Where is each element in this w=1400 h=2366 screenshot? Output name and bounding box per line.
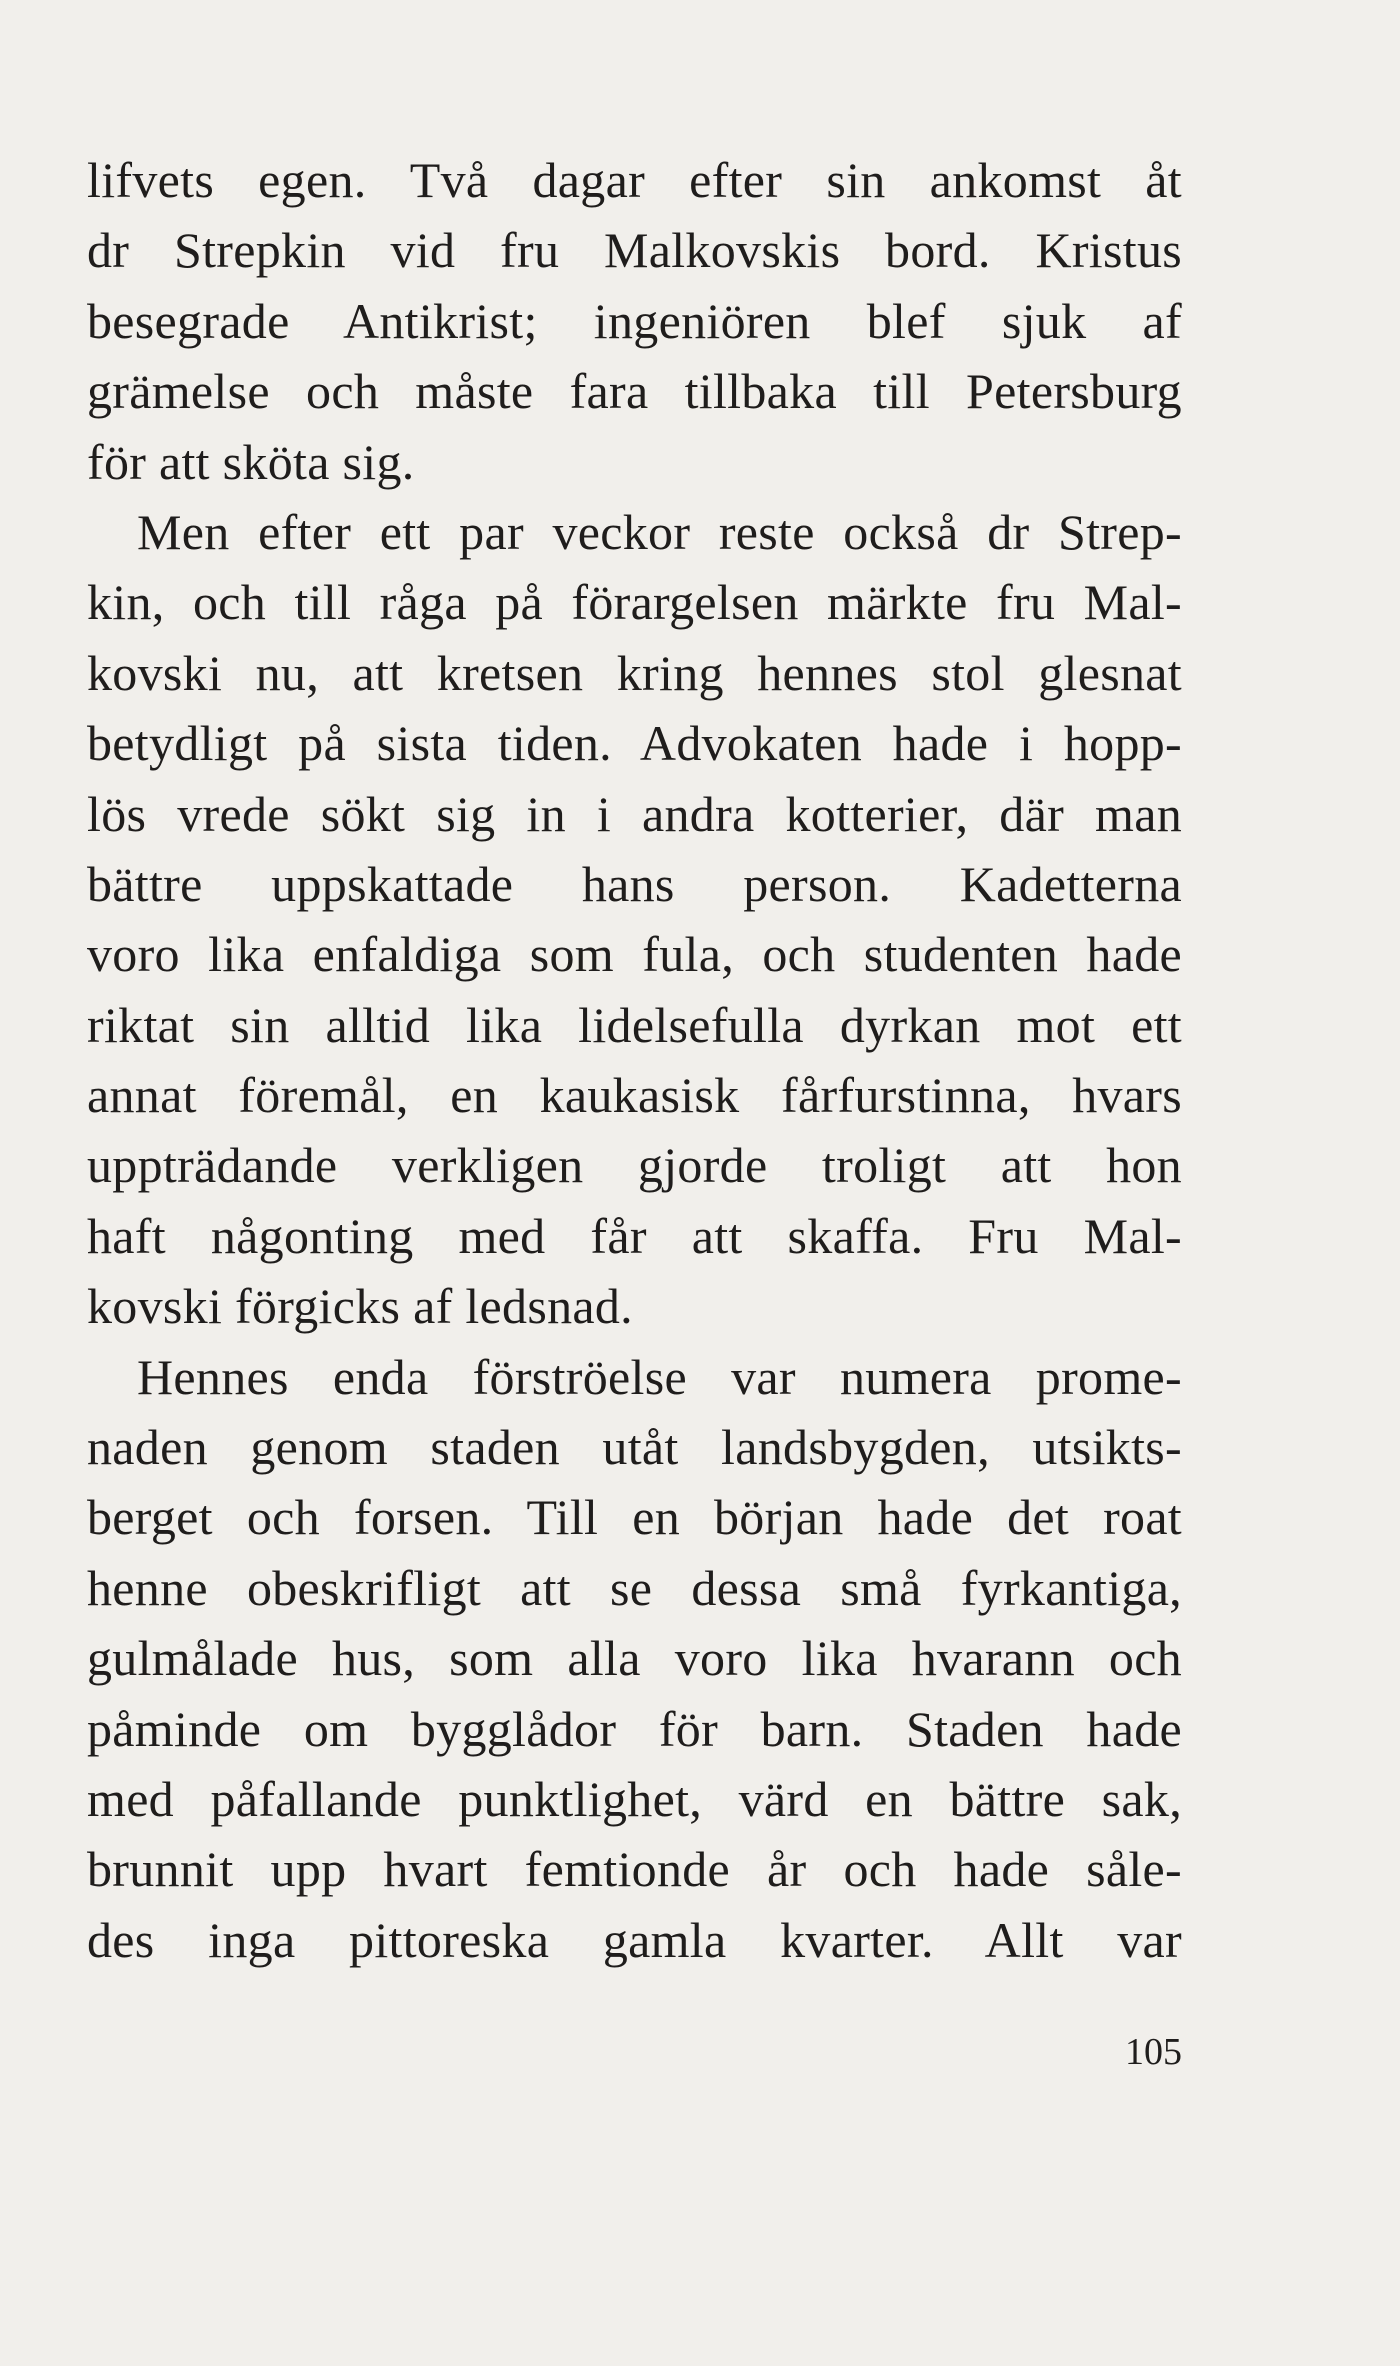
- text-line: bättre uppskattade hans person. Kadetterna: [87, 855, 1182, 912]
- text-line: besegrade Antikrist; ingeniören blef sjuk af: [87, 292, 1182, 349]
- page-number: 105: [1125, 2031, 1182, 2073]
- text-line: uppträdande verkligen gjorde troligt att hon: [87, 1137, 1182, 1194]
- text-line: henne obeskrifligt att se dessa små fyrkantiga,: [87, 1559, 1182, 1616]
- text-line: med påfallande punktlighet, värd en bättre sak,: [87, 1770, 1182, 1827]
- text-line: lifvets egen. Två dagar efter sin ankomst åt: [87, 152, 1182, 208]
- text-line: kovski nu, att kretsen kring hennes stol glesnat: [87, 644, 1182, 701]
- text-line: lös vrede sökt sig in i andra kotterier, där man: [87, 785, 1182, 842]
- text-line: riktat sin alltid lika lidelsefulla dyrkan mot ett: [87, 996, 1182, 1053]
- text-line: Hennes enda förströelse var numera prome-: [137, 1348, 1182, 1405]
- text-line: haft någonting med får att skaffa. Fru Mal-: [87, 1207, 1182, 1264]
- text-line: för att sköta sig.: [87, 433, 415, 490]
- text-line: påminde om bygglådor för barn. Staden hade: [87, 1700, 1182, 1757]
- text-line: dr Strepkin vid fru Malkovskis bord. Kristus: [87, 222, 1182, 279]
- text-line: annat föremål, en kaukasisk fårfurstinna, hvars: [87, 1067, 1182, 1124]
- text-line: voro lika enfaldiga som fula, och studenten hade: [87, 926, 1182, 983]
- text-line: des inga pittoreska gamla kvarter. Allt var: [87, 1911, 1182, 1968]
- text-line: kovski förgicks af ledsnad.: [87, 1278, 633, 1335]
- body-text: [87, 145, 1182, 1975]
- text-line: grämelse och måste fara tillbaka till Petersburg: [87, 363, 1182, 420]
- text-line: berget och forsen. Till en början hade det roat: [87, 1489, 1182, 1546]
- text-line: gulmålade hus, som alla voro lika hvarann och: [87, 1630, 1182, 1687]
- text-line: kin, och till råga på förargelsen märkte fru Mal-: [87, 574, 1182, 631]
- text-line: naden genom staden utåt landsbygden, utsikts-: [87, 1419, 1182, 1476]
- text-line: Men efter ett par veckor reste också dr Strep-: [137, 503, 1182, 560]
- text-line: betydligt på sista tiden. Advokaten hade i hopp-: [87, 715, 1182, 772]
- text-line: brunnit upp hvart femtionde år och hade såle-: [87, 1841, 1182, 1898]
